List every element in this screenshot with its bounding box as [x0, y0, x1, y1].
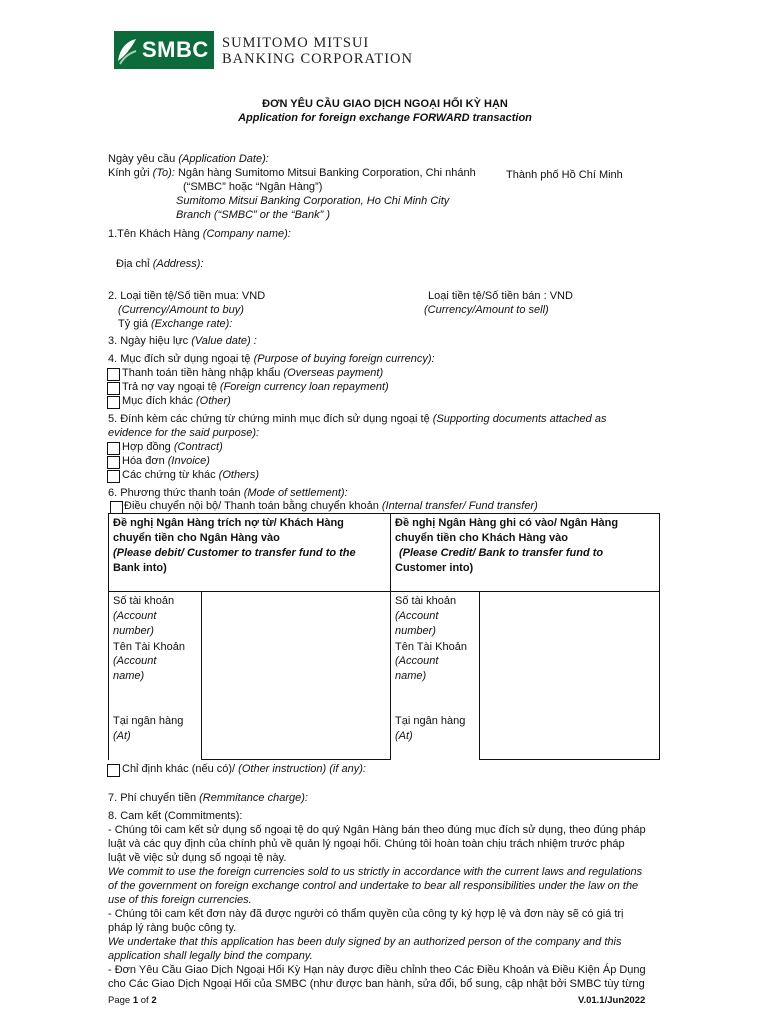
addressee-en-1: Sumitomo Mitsui Banking Corporation, Ho Chi Minh City — [176, 195, 450, 207]
buy-currency-label: 2. Loại tiền tệ/Số tiền mua: VND — [108, 290, 266, 302]
settlement-table — [108, 513, 660, 760]
commit-1-vi-a: - Chúng tôi cam kết sử dụng số ngoại tệ do quý Ngân Hàng bán theo đúng mục đích sử dụng, theo đúng pháp — [108, 824, 646, 836]
smbc-logo — [114, 31, 214, 69]
title-vi: ĐƠN YÊU CẦU GIAO DỊCH NGOẠI HỐI KỲ HẠN — [262, 98, 508, 110]
logo-line-1: SUMITOMO MITSUI — [222, 35, 370, 51]
credit-account-input[interactable] — [480, 592, 660, 760]
documents-label: 5. Đính kèm các chứng từ chứng minh mục đích sử dụng ngoại tệ (Supporting documents attached as — [108, 413, 607, 425]
purpose-overseas-label: Thanh toán tiền hàng nhập khẩu (Overseas payment) — [122, 367, 384, 379]
value-date-label: 3. Ngày hiệu lực (Value date) : — [108, 335, 257, 347]
commit-2-vi-a: - Chúng tôi cam kết đơn này đã được người có thẩm quyền của công ty ký hợp lệ và đơn này sẽ có giá trị — [108, 908, 624, 920]
sell-currency-en: (Currency/Amount to sell) — [424, 304, 549, 316]
credit-account-label: Số tài khoản (Account number) Tên Tài Khoản (Account name) Tại ngân hàng (At) — [391, 592, 480, 760]
purpose-loan-checkbox[interactable] — [107, 382, 120, 395]
addressee-en-2: Branch (“SMBC” or the “Bank” ) — [176, 209, 331, 221]
settlement-label: 6. Phương thức thanh toán (Mode of settlement): — [108, 487, 348, 499]
purpose-other-label: Mục đích khác (Other) — [122, 395, 231, 407]
commitments-title: 8. Cam kết (Commitments): — [108, 810, 243, 822]
addressee-city: Thành phố Hồ Chí Minh — [506, 169, 623, 181]
commit-1-vi-c: luật về việc sử dụng số ngoại tệ này. — [108, 852, 287, 864]
commit-1-en-c: use of this foreign currencies. — [108, 894, 252, 906]
doc-invoice-checkbox[interactable] — [107, 456, 120, 469]
commit-1-en-b: of the government on foreign exchange control and undertake to bear all responsibilities under the law on the — [108, 880, 639, 892]
addressee: Kính gửi (To): Ngân hàng Sumitomo Mitsui Banking Corporation, Chi nhánh — [108, 167, 476, 179]
purpose-overseas-checkbox[interactable] — [107, 368, 120, 381]
doc-contract-checkbox[interactable] — [107, 442, 120, 455]
logo-brand: SMBC — [142, 37, 209, 62]
documents-label-2: evidence for the said purpose): — [108, 427, 260, 439]
leaf-icon — [114, 31, 140, 69]
purpose-label: 4. Mục đích sử dụng ngoại tệ (Purpose of buying foreign currency): — [108, 353, 435, 365]
commit-2-en-a: We undertake that this application has been duly signed by an authorized person of the company and this — [108, 936, 622, 948]
address-label: Địa chỉ (Address): — [116, 258, 204, 270]
debit-account-label: Số tài khoản (Account number) Tên Tài Khoản (Account name) Tại ngân hàng (At) — [109, 592, 202, 760]
application-date: Ngày yêu cầu (Application Date): — [108, 153, 269, 165]
doc-invoice-label: Hóa đơn (Invoice) — [122, 455, 210, 467]
company-name-label: 1.Tên Khách Hàng (Company name): — [108, 228, 291, 240]
internal-transfer-label: Điều chuyển nội bộ/ Thanh toán bằng chuyển khoản (Internal transfer/ Fund transfer) — [124, 500, 538, 512]
exchange-rate-label: Tỷ giá (Exchange rate): — [118, 318, 233, 330]
other-instruction-checkbox[interactable] — [107, 764, 120, 777]
doc-contract-label: Hợp đồng (Contract) — [122, 441, 223, 453]
remittance-charge-label: 7. Phí chuyển tiền (Remmitance charge): — [108, 792, 308, 804]
sell-currency-label: Loại tiền tệ/Số tiền bán : VND — [428, 290, 573, 302]
page-number: Page 1 of 2 — [108, 995, 157, 1006]
debit-account-input[interactable] — [202, 592, 391, 760]
debit-header: Đề nghị Ngân Hàng trích nợ từ/ Khách Hàng chuyển tiền cho Ngân Hàng vào (Please debit/ Customer to transfer fund to the Bank into) — [109, 514, 391, 592]
purpose-loan-label: Trả nợ vay ngoại tệ (Foreign currency loan repayment) — [122, 381, 389, 393]
commit-2-vi-b: pháp lý ràng buộc công ty. — [108, 922, 237, 934]
commit-3-vi-b: cho Các Giao Dịch Ngoại Hối của SMBC (như được ban hành, sửa đổi, bổ sung, cập nhật bởi SMBC tùy từng — [108, 978, 645, 990]
smbc-definition: (“SMBC” hoặc “Ngân Hàng”) — [183, 181, 323, 193]
credit-header: Đề nghị Ngân Hàng ghi có vào/ Ngân Hàng chuyển tiền cho Khách Hàng vào (Please Credit/ Bank to transfer fund to Customer into) — [391, 514, 660, 592]
logo-line-2: BANKING CORPORATION — [222, 51, 413, 67]
commit-1-en-a: We commit to use the foreign currencies sold to us strictly in accordance with the current laws and regulations — [108, 866, 643, 878]
commit-1-vi-b: luật và các quy định của chính phủ về quản lý ngoại hối. Chúng tôi hoàn toàn chịu trách nhiệm trước pháp — [108, 838, 625, 850]
version-label: V.01.1/Jun2022 — [578, 995, 646, 1006]
doc-others-checkbox[interactable] — [107, 470, 120, 483]
commit-3-vi-a: - Đơn Yêu Cầu Giao Dịch Ngoại Hối Kỳ Hạn này được điều chỉnh theo Các Điều Khoản và Điều Kiện Áp Dụng — [108, 964, 646, 976]
purpose-other-checkbox[interactable] — [107, 396, 120, 409]
doc-others-label: Các chứng từ khác (Others) — [122, 469, 260, 481]
title-en: Application for foreign exchange FORWARD transaction — [238, 112, 532, 124]
other-instruction-label: Chỉ định khác (nếu có)/ (Other instruction) (if any): — [122, 763, 366, 775]
buy-currency-en: (Currency/Amount to buy) — [118, 304, 244, 316]
commit-2-en-b: application shall legally bind the company. — [108, 950, 313, 962]
